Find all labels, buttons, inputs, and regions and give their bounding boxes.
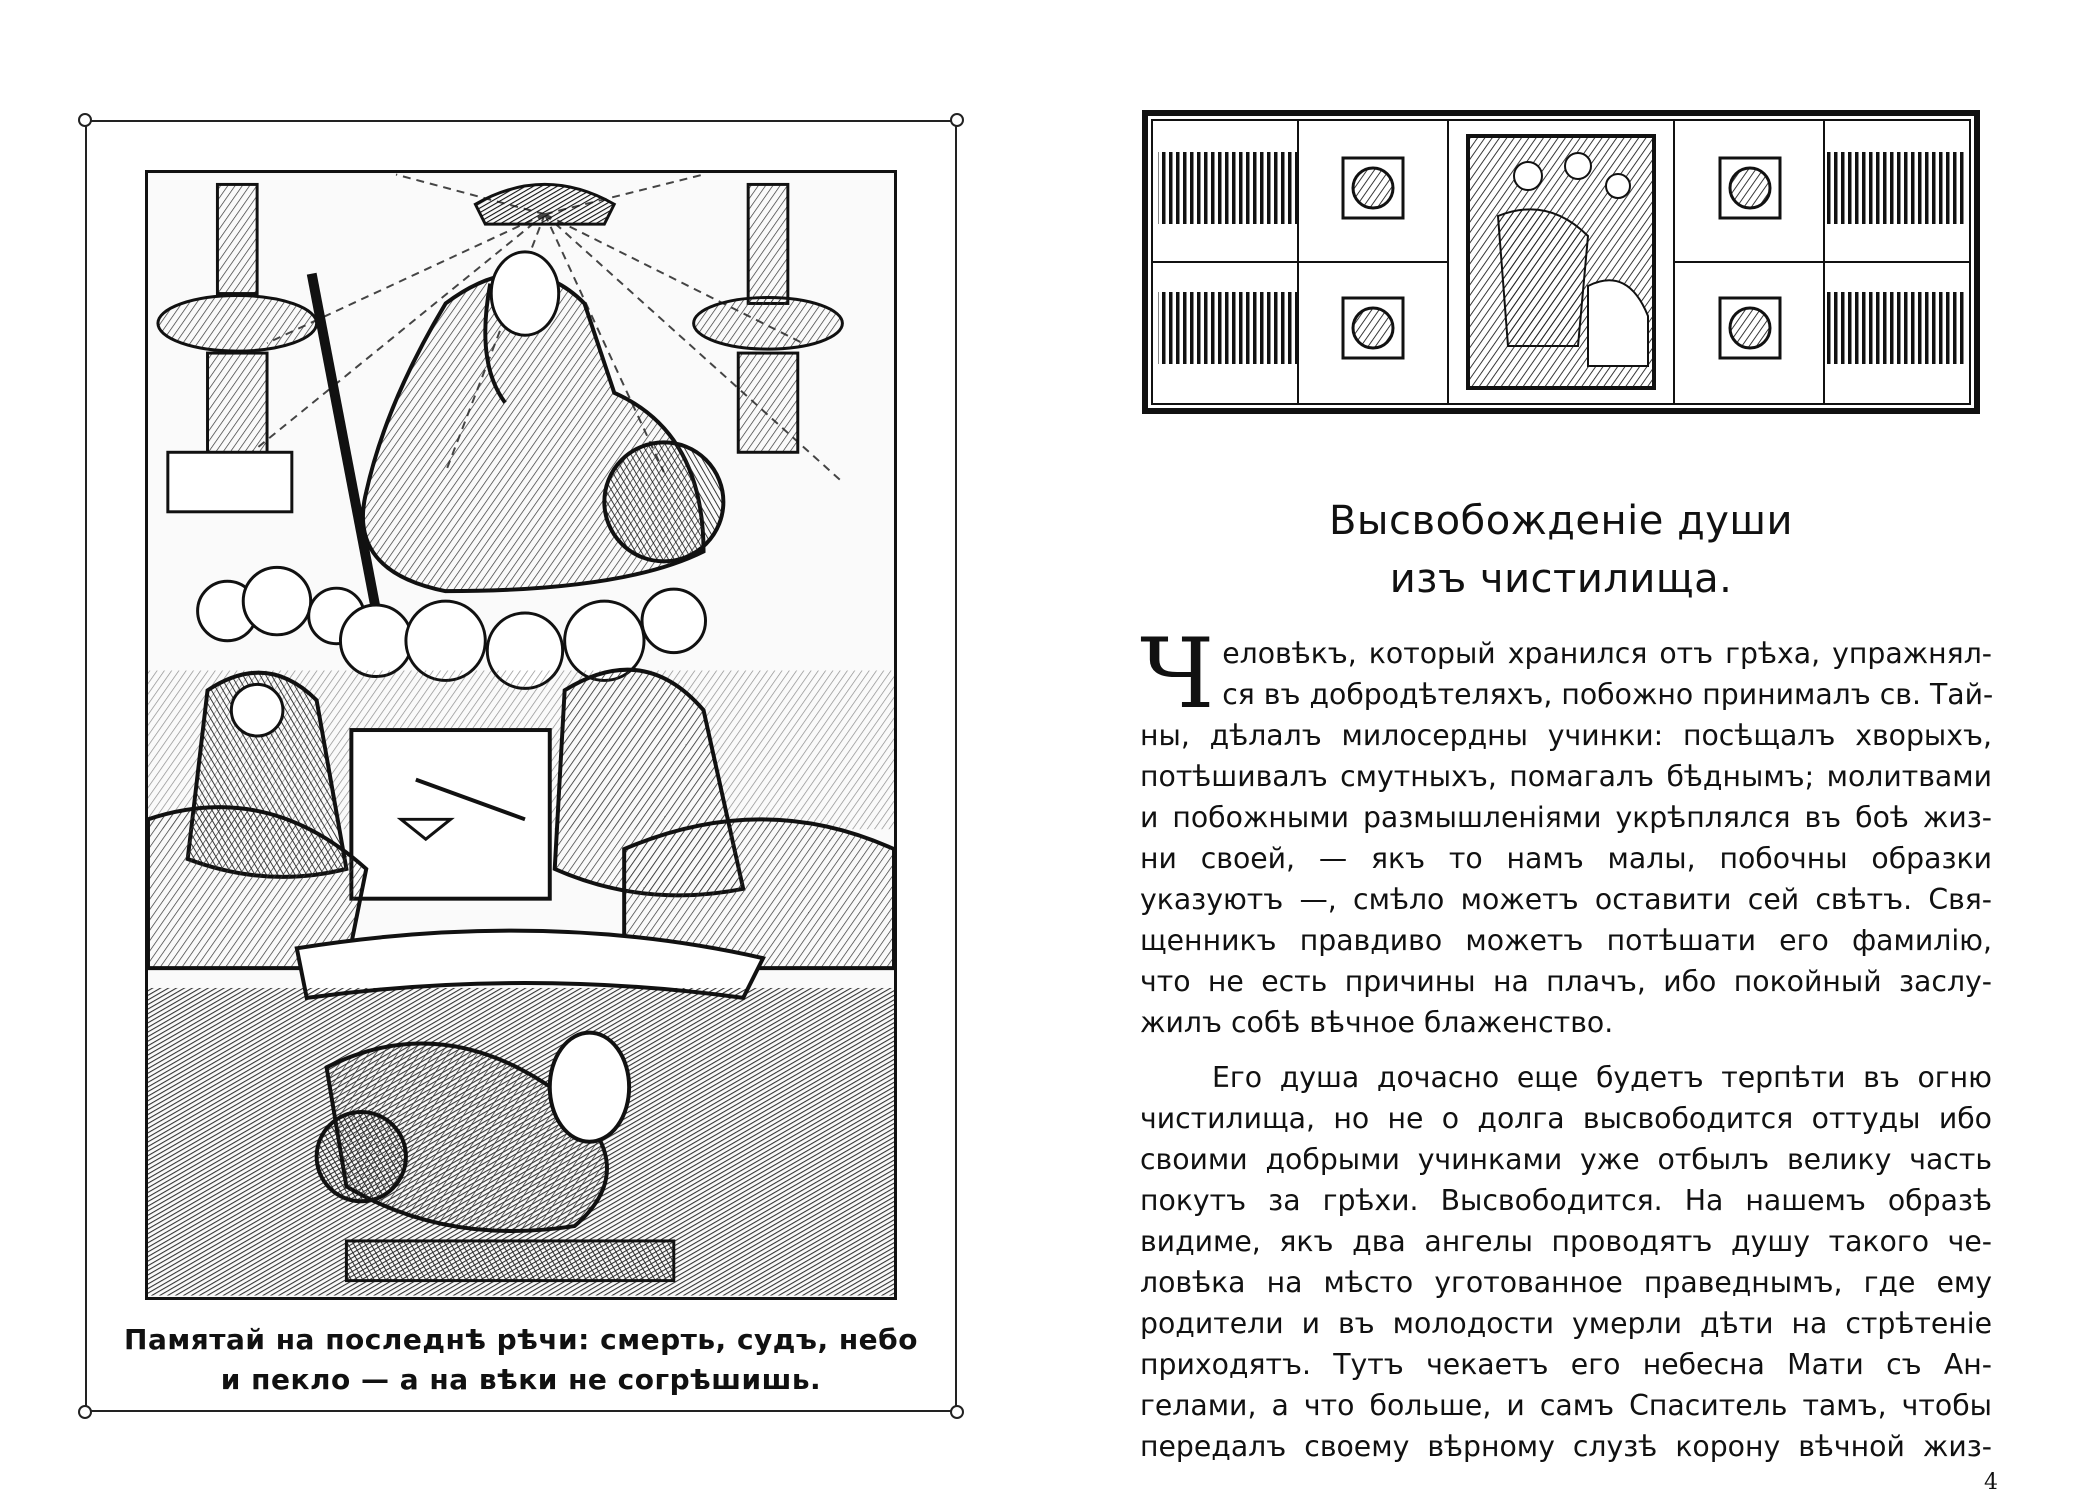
frame-corner-ornament (950, 113, 964, 127)
text-line: указуютъ —, смѣло можетъ оставити сей свѣтъ. Свя- (1140, 883, 1992, 916)
chapter-title-line-1: Высвобожденіе души (1328, 498, 1794, 544)
text-line: приходятъ. Тутъ чекаетъ его небесна Мати съ Ан- (1140, 1348, 1992, 1381)
frame-corner-ornament (950, 1405, 964, 1419)
text-line: видиме, якъ два ангелы проводятъ душу такого че- (1140, 1225, 1992, 1258)
caption-line-2: и пекло — а на вѣки не согрѣшишь. (220, 1363, 822, 1396)
frame-corner-ornament (78, 113, 92, 127)
allegorical-engraving (145, 170, 897, 1300)
text-line: жилъ собѣ вѣчное блаженство. (1140, 1006, 1614, 1039)
engraving-caption (107, 1320, 935, 1400)
text-line: что не есть причины на плачъ, ибо покойный заслу- (1140, 965, 1992, 998)
body-text (1140, 618, 1994, 1467)
text-line: потѣшивалъ смутныхъ, помагалъ бѣднымъ; молитвами (1140, 760, 1992, 793)
decorative-header-banner (1142, 110, 1980, 414)
drop-cap: Ч (1140, 618, 1215, 730)
text-line: еловѣкъ, который хранился отъ грѣха, упражнял- (1222, 637, 1992, 670)
text-line: передалъ своему вѣрному слузѣ корону вѣчной жиз- (1140, 1430, 1992, 1463)
text-line: чистилища, но не о долга высвободится оттуды ибо (1140, 1102, 1992, 1135)
chapter-title-line-2: изъ чистилища. (1389, 556, 1733, 602)
text-line: своими добрыми учинками уже отбылъ велику часть (1140, 1143, 1992, 1176)
text-line: Его душа дочасно еще будетъ терпѣти въ огню (1212, 1061, 1992, 1094)
text-line: щенникъ правдиво можетъ потѣшати его фамилію, (1140, 924, 1992, 957)
frame-corner-ornament (78, 1405, 92, 1419)
text-line: и побожными размышленіями укрѣплялся въ боѣ жиз- (1140, 801, 1992, 834)
text-line: ловѣка на мѣсто уготованное праведнымъ, где ему (1140, 1266, 1992, 1299)
text-line: родители и въ молодости умерли дѣти на стрѣтеніе (1140, 1307, 1992, 1340)
text-line: ся въ добродѣтеляхъ, побожно принималъ св. Тай- (1222, 678, 1994, 711)
caption-line-1: Памятай на последнѣ рѣчи: смерть, судъ, небо (124, 1323, 918, 1356)
text-line: покутъ за грѣхи. Высвободится. На нашемъ образѣ (1140, 1184, 1992, 1217)
text-line: гелами, а что больше, и самъ Спаситель тамъ, чтобы (1140, 1389, 1992, 1422)
paragraph-2 (1140, 1057, 1992, 1467)
page-number: 4 (1984, 1470, 1998, 1495)
text-line: ни своей, — якъ то намъ малы, побочны образки (1140, 842, 1992, 875)
engraving-illustration (148, 173, 894, 1297)
left-page-frame (85, 120, 957, 1412)
text-line: ны, дѣлалъ милосердны учинки: посѣщалъ хворыхъ, (1140, 719, 1992, 752)
banner-ornament (1148, 116, 1974, 408)
paragraph-1 (1140, 618, 1994, 1043)
